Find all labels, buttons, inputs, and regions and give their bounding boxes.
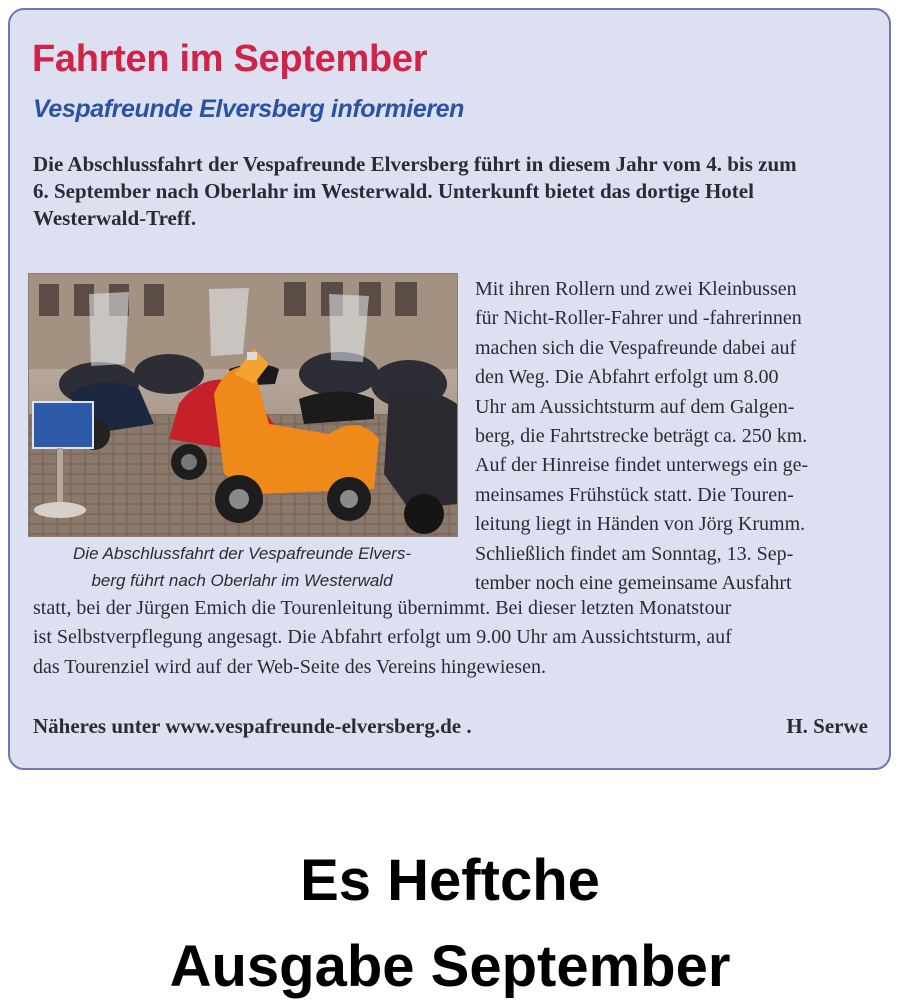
body-line: für Nicht-Roller-Fahrer und -fahrerinnen [475,307,802,330]
article-title: Fahrten im September [32,38,428,80]
body-line: berg, die Fahrtstrecke beträgt ca. 250 km. [475,425,808,448]
lead-line: 6. September nach Oberlahr im Westerwald. Unterkunft bietet das dortige Hotel [33,179,754,203]
lead-line: Die Abschlussfahrt der Vespafreunde Elversberg führt in diesem Jahr vom 4. bis zum [33,152,797,176]
photo-caption [28,540,456,594]
body-line: ist Selbstverpflegung angesagt. Die Abfahrt erfolgt um 9.00 Uhr am Aussichtsturm, auf [33,626,732,649]
body-line: Mit ihren Rollern und zwei Kleinbussen [475,278,797,300]
author-name: H. Serwe [786,714,868,738]
body-line: Schließlich findet am Sonntag, 13. Sep- [475,542,794,565]
article-body-column [475,275,870,598]
caption-line: Die Abschlussfahrt der Vespafreunde Elvers- [73,544,411,563]
article-lead [33,151,873,232]
article-subtitle: Vespafreunde Elversberg informieren [33,95,465,123]
body-line: tember noch eine gemeinsame Ausfahrt [475,572,792,595]
body-line: statt, bei der Jürgen Emich die Tourenleitung übernimmt. Bei dieser letzten Monatstour [33,597,732,619]
body-line: machen sich die Vespafreunde dabei auf [475,336,797,359]
body-line: meinsames Frühstück statt. Die Touren- [475,483,794,506]
body-line: leitung liegt in Händen von Jörg Krumm. [475,513,806,536]
body-line: Uhr am Aussichtsturm auf dem Galgen- [475,395,795,418]
body-line: das Tourenziel wird auf der Web-Seite des Vereins hingewiesen. [33,655,546,678]
body-line: den Weg. Die Abfahrt erfolgt um 8.00 [475,366,779,389]
body-line: Auf der Hinreise findet unterwegs ein ge- [475,454,809,477]
publication-name: Es Heftche [300,848,600,913]
article-body-full [33,594,873,682]
scooter-photo [28,273,458,537]
lead-line: Westerwald-Treff. [33,206,197,230]
publication-issue: Ausgabe September [169,934,731,999]
caption-line: berg führt nach Oberlahr im Westerwald [91,571,393,590]
more-info-text: Näheres unter www.vespafreunde-elversberg.de . [33,714,472,738]
